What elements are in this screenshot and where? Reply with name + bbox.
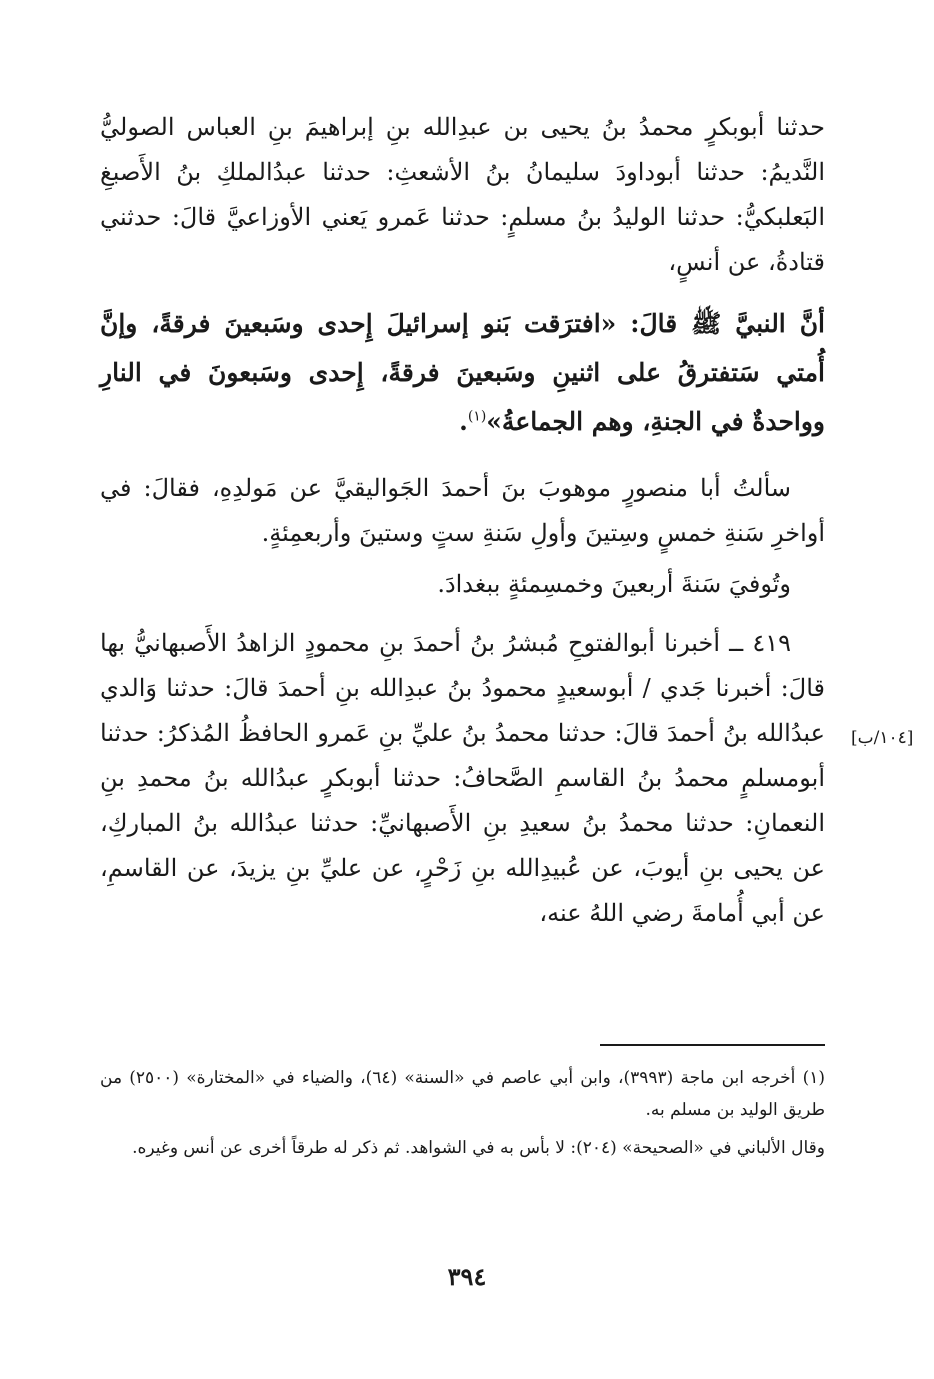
main-text xyxy=(100,105,825,950)
hadith-paragraph xyxy=(100,299,825,446)
death-paragraph: وتُوفيَ سَنةَ أربعينَ وخمسِمئةٍ ببغدادَ. xyxy=(437,570,791,598)
manuscript-folio-marker: [١٠٤/ب] xyxy=(851,728,914,748)
isnad-paragraph: حدثنا أبوبكرٍ محمدُ بنُ يحيى بن عبدِالله بنِ إبراهيمَ بنِ العباس الصوليُّ النَّديمُ: حدثنا أبوداودَ سليمانُ بنُ الأشعثِ: حدثنا عبدُالملكِ بنُ الأَصبغِ البَعلبكيُّ: حدثنا الوليدُ بنُ مسلمٍ: حدثنا عَمرو يَعني الأوزاعيَّ قالَ: حدثني قتادةُ، عن أنسٍ، xyxy=(100,113,825,276)
page-number: ٣٩٤ xyxy=(447,1262,487,1291)
footnotes-section xyxy=(100,1062,825,1170)
footnote-1: (١) أخرجه ابن ماجة (٣٩٩٣)، وابن أبي عاصم في «السنة» (٦٤)، والضياء في «المختارة» (٢٥٠٠) من طريق الوليد بن مسلم به. xyxy=(100,1068,825,1120)
hadith-end: . xyxy=(459,407,468,436)
birth-paragraph: سألتُ أبا منصورٍ موهوبَ بنَ أحمدَ الجَواليقيَّ عن مَولدِهِ، فقالَ: في أواخرِ سَنةِ خمسٍ وسِتينَ وأولِ سَنةِ ستٍ وستينَ وأربعمِئةٍ. xyxy=(100,474,825,547)
footnote-marker[interactable]: (١) xyxy=(467,408,487,425)
footnote-divider xyxy=(600,1044,825,1046)
hadith-text: أنَّ النبيَّ ﷺ قالَ: «افترَقت بَنو إسرائيلَ إِحدى وسَبعينَ فرقةً، وإنَّ أُمتي سَتفترقُ على اثنينِ وسَبعينَ فرقةً، إِحدى وسَبعونَ في النارِ وواحدةٌ في الجنةِ، وهم الجماعةُ» xyxy=(100,309,825,436)
narration-419-paragraph: ٤١٩ ــ أخبرنا أبوالفتوحِ مُبشرُ بنُ أحمدَ بنِ محمودٍ الزاهدُ الأَصبهانيُّ بها قالَ: أخبرنا جَدي / أبوسعيدٍ محمودُ بنُ عبدِالله بنِ أحمدَ قالَ: حدثنا وَالدي عبدُالله بنُ أحمدَ قالَ: حدثنا محمدُ بنُ عليِّ بنِ عَمرو الحافظُ المُذكرُ: حدثنا أبومسلمٍ محمدُ بنُ القاسمِ الصَّحافُ: حدثنا أبوبكرٍ عبدُالله بنُ محمدِ بنِ النعمانِ: حدثنا محمدُ بنُ سعيدِ بنِ الأَصبهانيِّ: حدثنا عبدُالله بنُ المباركِ، عن يحيى بنِ أيوبَ، عن عُبيدِالله بنِ زَحْرٍ، عن عليِّ بنِ يزيدَ، عن القاسمِ، عن أبي أُمامةَ رضي اللهُ عنه، xyxy=(100,629,825,927)
footnote-1-continuation: وقال الألباني في «الصحيحة» (٢٠٤): لا بأس به في الشواهد. ثم ذكر له طرقاً أخرى عن أنس وغيره. xyxy=(132,1138,825,1158)
